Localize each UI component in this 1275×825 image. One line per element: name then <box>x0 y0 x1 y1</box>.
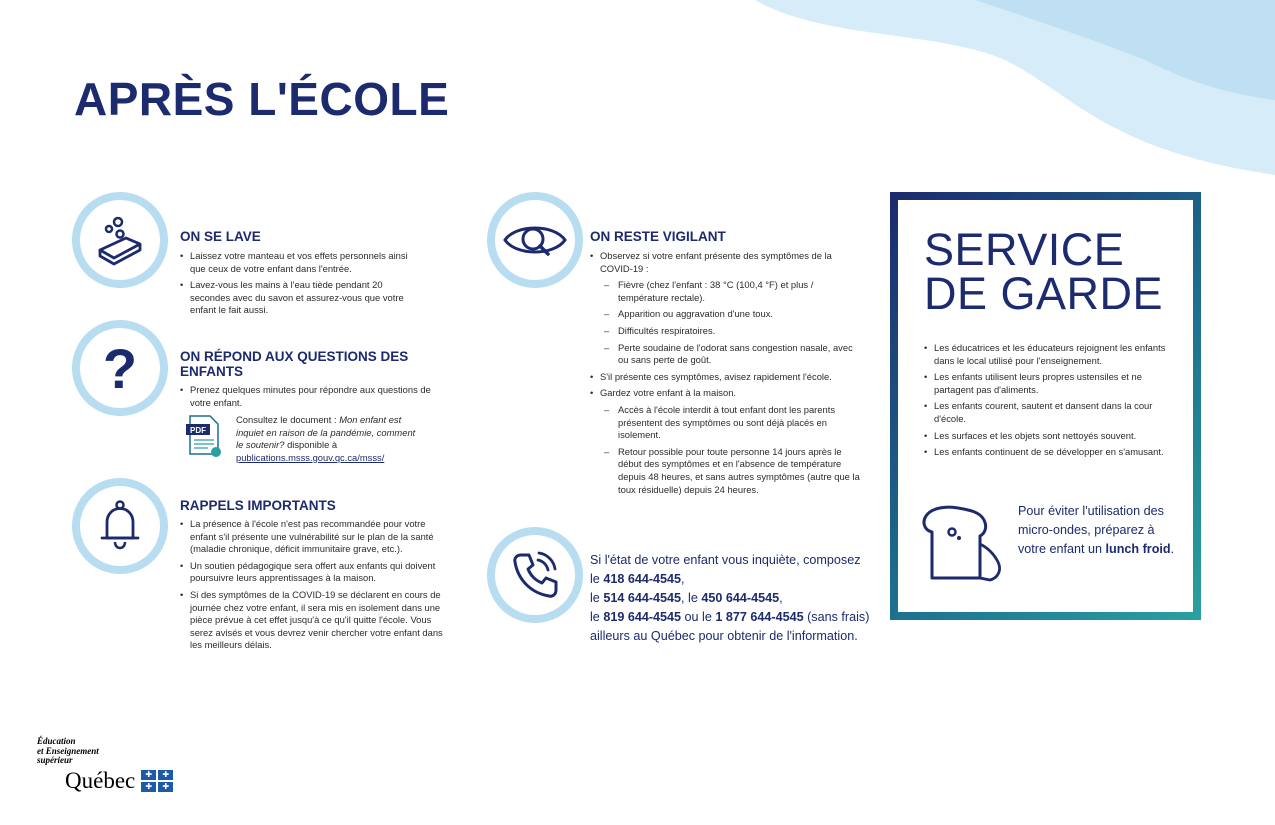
question-mark-icon <box>72 320 168 416</box>
list-item: • Les enfants utilisent leurs propres ustensiles et ne partagent pas d'aliments. <box>924 371 1174 396</box>
home-sublist <box>600 404 865 496</box>
list-item: • Lavez-vous les mains à l'eau tiède pendant 20 secondes avec du savon et assurez-vous que votre enfant le fait aussi. <box>180 279 415 317</box>
phone-sep: , <box>681 572 685 586</box>
phone-sep: , <box>779 591 783 605</box>
quebec-flag-icon: ✚ ✚ ✚ ✚ <box>141 770 173 792</box>
page-title: APRÈS L'ÉCOLE <box>74 73 450 125</box>
vigilant-item-1: Observez si votre enfant présente des symptômes de la COVID-19 : <box>600 250 832 274</box>
questions-list <box>180 384 445 413</box>
svg-text:?: ? <box>102 338 138 398</box>
vigilant-item-3: Gardez votre enfant à la maison. <box>600 387 737 399</box>
pdf-description <box>236 414 416 464</box>
section-title-rappels: RAPPELS IMPORTANTS <box>180 498 336 513</box>
service-garde-title <box>924 224 1164 319</box>
phone-sep: , le <box>681 591 702 605</box>
list-item: • S'il présente ces symptômes, avisez rapidement l'école. <box>590 371 865 384</box>
lunch-text: Pour éviter l'utilisation des micro-ondes, préparez à votre enfant un <box>1018 504 1164 556</box>
pdf-suffix: disponible à <box>284 439 338 451</box>
lunch-end: . <box>1170 542 1175 556</box>
phone-number-450[interactable]: 450 644-4545 <box>701 591 780 605</box>
list-item: • Les enfants courent, sautent et dansent dans la cour d'école. <box>924 400 1174 425</box>
phone-info <box>590 551 870 646</box>
pdf-reference <box>186 414 416 464</box>
phone-number-418[interactable]: 418 644-4545 <box>603 572 682 586</box>
phone-text-intro: Si l'état de votre enfant vous inquiète, composez le <box>590 553 861 586</box>
bell-icon <box>72 478 168 574</box>
list-item: • Un soutien pédagogique sera offert aux enfants qui doivent poursuivre leurs apprentissages à la maison. <box>180 560 452 585</box>
list-item: • Laissez votre manteau et vos effets personnels ainsi que ceux de votre enfant dans l'entrée. <box>180 250 415 275</box>
service-garde-title-line1: SERVICE <box>924 224 1125 275</box>
sub-list-item: – Accès à l'école interdit à tout enfant dont les parents présentent des symptômes ou sont déjà placés en isolement. <box>600 404 865 442</box>
section-title-questions: ON RÉPOND AUX QUESTIONS DES ENFANTS <box>180 349 409 379</box>
pdf-badge: PDF <box>190 426 206 435</box>
service-garde-title-line2: DE GARDE <box>924 268 1164 319</box>
symptoms-sublist <box>600 279 865 367</box>
service-garde-panel <box>890 192 1201 620</box>
vigilant-list <box>590 250 865 500</box>
ministry-line: supérieur <box>37 755 73 765</box>
service-garde-inner <box>898 200 1193 612</box>
ministry-line: et Enseignement <box>37 745 99 756</box>
section-title-lave: ON SE LAVE <box>180 229 261 244</box>
pdf-prefix: Consultez le document : <box>236 414 340 425</box>
list-item: • La présence à l'école n'est pas recommandée pour votre enfant s'il présente une vulnérabilité sur le plan de la santé (maladie chronique, déficit immunitaire grave, etc.). <box>180 518 452 556</box>
service-garde-list <box>924 342 1174 463</box>
section-title-vigilant: ON RESTE VIGILANT <box>590 229 726 244</box>
lunch-message <box>1018 502 1183 559</box>
phone-number-1877[interactable]: 1 877 644-4545 <box>715 610 804 624</box>
phone-number-514[interactable]: 514 644-4545 <box>603 591 682 605</box>
phone-sep: ou le <box>681 610 716 624</box>
phone-text-tail: (sans frais) ailleurs au Québec pour obtenir de l'information. <box>590 610 870 643</box>
list-item <box>590 250 865 367</box>
phone-sep: le <box>590 591 604 605</box>
phone-sep: le <box>590 610 604 624</box>
ministry-name <box>37 737 132 766</box>
decorative-wave <box>675 0 1275 180</box>
lunch-bold: lunch froid <box>1105 542 1171 556</box>
sub-list-item: – Apparition ou aggravation d'une toux. <box>600 308 865 321</box>
list-item: • Si des symptômes de la COVID-19 se déclarent en cours de journée chez votre enfant, il sera mis en isolement dans une pièce prévue à cet effet jusqu'à ce qu'il quitte l'école. Vous serez avisés et vous devrez venir chercher votre enfant dans les meilleurs délais. <box>180 589 452 652</box>
phone-icon <box>487 527 583 623</box>
list-item: • Les enfants continuent de se développer en s'amusant. <box>924 446 1174 459</box>
rappels-list <box>180 518 452 656</box>
quebec-wordmark-row <box>65 768 173 794</box>
eye-magnifier-icon <box>487 192 583 288</box>
bread-slice-icon <box>918 504 1010 586</box>
lave-list <box>180 250 415 321</box>
pdf-doc-title: Mon enfant est inquiet en raison de la pandémie, comment le soutenir? <box>236 414 416 451</box>
phone-number-819[interactable]: 819 644-4545 <box>603 610 682 624</box>
pdf-document-icon <box>186 414 222 458</box>
list-item: • Prenez quelques minutes pour répondre aux questions de votre enfant. <box>180 384 445 409</box>
quebec-logo <box>37 737 173 794</box>
soap-icon <box>72 192 168 288</box>
list-item <box>590 387 865 496</box>
sub-list-item: – Fièvre (chez l'enfant : 38 °C (100,4 °F) et plus / température rectale). <box>600 279 865 304</box>
sub-list-item: – Retour possible pour toute personne 14 jours après le début des symptômes et en l'absence de température depuis 48 heures, et sans autres symptômes (autre que la toux résiduelle) depuis 24 heures. <box>600 446 865 496</box>
publications-link[interactable]: publications.msss.gouv.qc.ca/msss/ <box>236 451 385 463</box>
sub-list-item: – Difficultés respiratoires. <box>600 325 865 338</box>
sub-list-item: – Perte soudaine de l'odorat sans congestion nasale, avec ou sans perte de goût. <box>600 342 865 367</box>
ministry-line: Éducation <box>37 736 76 746</box>
list-item: • Les éducatrices et les éducateurs rejoignent les enfants dans le local utilisé pour l'enseignement. <box>924 342 1174 367</box>
list-item: • Les surfaces et les objets sont nettoyés souvent. <box>924 430 1174 443</box>
quebec-wordmark: Québec <box>65 767 136 793</box>
